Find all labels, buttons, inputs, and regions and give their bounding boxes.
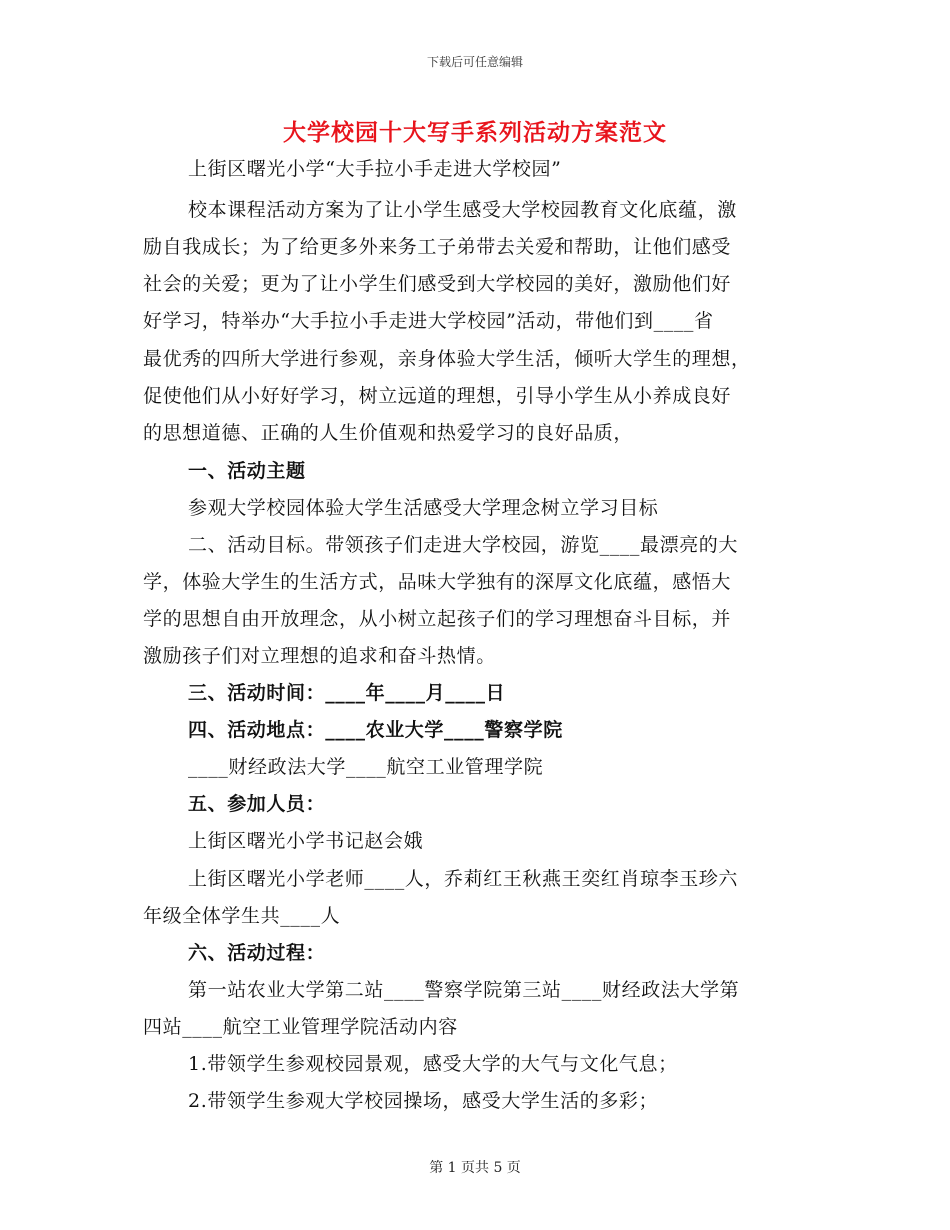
paragraph-line: 社会的关爱；更为了让小学生们感受到大学校园的美好，激励他们好 <box>143 273 732 295</box>
section-heading: 四、活动地点：____农业大学____警察学院 <box>188 719 563 741</box>
subtitle-line: 上街区曙光小学“大手拉小手走进大学校园” <box>188 158 562 180</box>
list-item: 1.带领学生参观校园景观，感受大学的大气与文化气息； <box>188 1053 678 1075</box>
paragraph-line: 学的思想自由开放理念，从小树立起孩子们的学习理想奋斗目标，并 <box>143 608 732 630</box>
paragraph-line: 校本课程活动方案为了让小学生感受大学校园教育文化底蕴，激 <box>188 199 737 221</box>
paragraph-line: ____财经政法大学____航空工业管理学院 <box>188 756 544 778</box>
paragraph-line: 好学习，特举办“大手拉小手走进大学校园”活动，带他们到____省 <box>143 310 714 332</box>
paragraph-line: 二、活动目标。带领孩子们走进大学校园，游览____最漂亮的大 <box>188 534 739 556</box>
paragraph-line: 四站____航空工业管理学院活动内容 <box>143 1016 458 1038</box>
paragraph-line: 上街区曙光小学老师____人，乔莉红王秋燕王奕红肖琼李玉珍六 <box>188 868 739 890</box>
paragraph-line: 最优秀的四所大学进行参观，亲身体验大学生活，倾听大学生的理想， <box>143 348 751 370</box>
paragraph-line: 促使他们从小好好学习，树立远道的理想，引导小学生从小养成良好 <box>143 385 732 407</box>
paragraph-line: 激励孩子们对立理想的追求和奋斗热情。 <box>143 645 496 667</box>
paragraph-line: 上街区曙光小学书记赵会娥 <box>188 830 424 852</box>
paragraph-line: 参观大学校园体验大学生活感受大学理念树立学习目标 <box>188 497 659 519</box>
section-heading: 三、活动时间：____年____月____日 <box>188 682 506 704</box>
list-item: 2.带领学生参观大学校园操场，感受大学生活的多彩； <box>188 1090 659 1112</box>
section-heading: 五、参加人员： <box>188 793 326 815</box>
section-heading: 六、活动过程： <box>188 942 326 964</box>
page-footer: 第 1 页共 5 页 <box>429 1160 521 1176</box>
paragraph-line: 第一站农业大学第二站____警察学院第三站____财经政法大学第 <box>188 979 740 1001</box>
paragraph-line: 学，体验大学生的生活方式，品味大学独有的深厚文化底蕴，感悟大 <box>143 571 732 593</box>
header-note: 下载后可任意编辑 <box>426 55 523 69</box>
document-title: 大学校园十大写手系列活动方案范文 <box>283 119 667 146</box>
paragraph-line: 的思想道德、正确的人生价值观和热爱学习的良好品质， <box>143 422 634 444</box>
paragraph-line: 年级全体学生共____人 <box>143 905 341 927</box>
paragraph-line: 励自我成长；为了给更多外来务工子弟带去关爱和帮助，让他们感受 <box>143 236 732 258</box>
section-heading: 一、活动主题 <box>188 460 306 482</box>
